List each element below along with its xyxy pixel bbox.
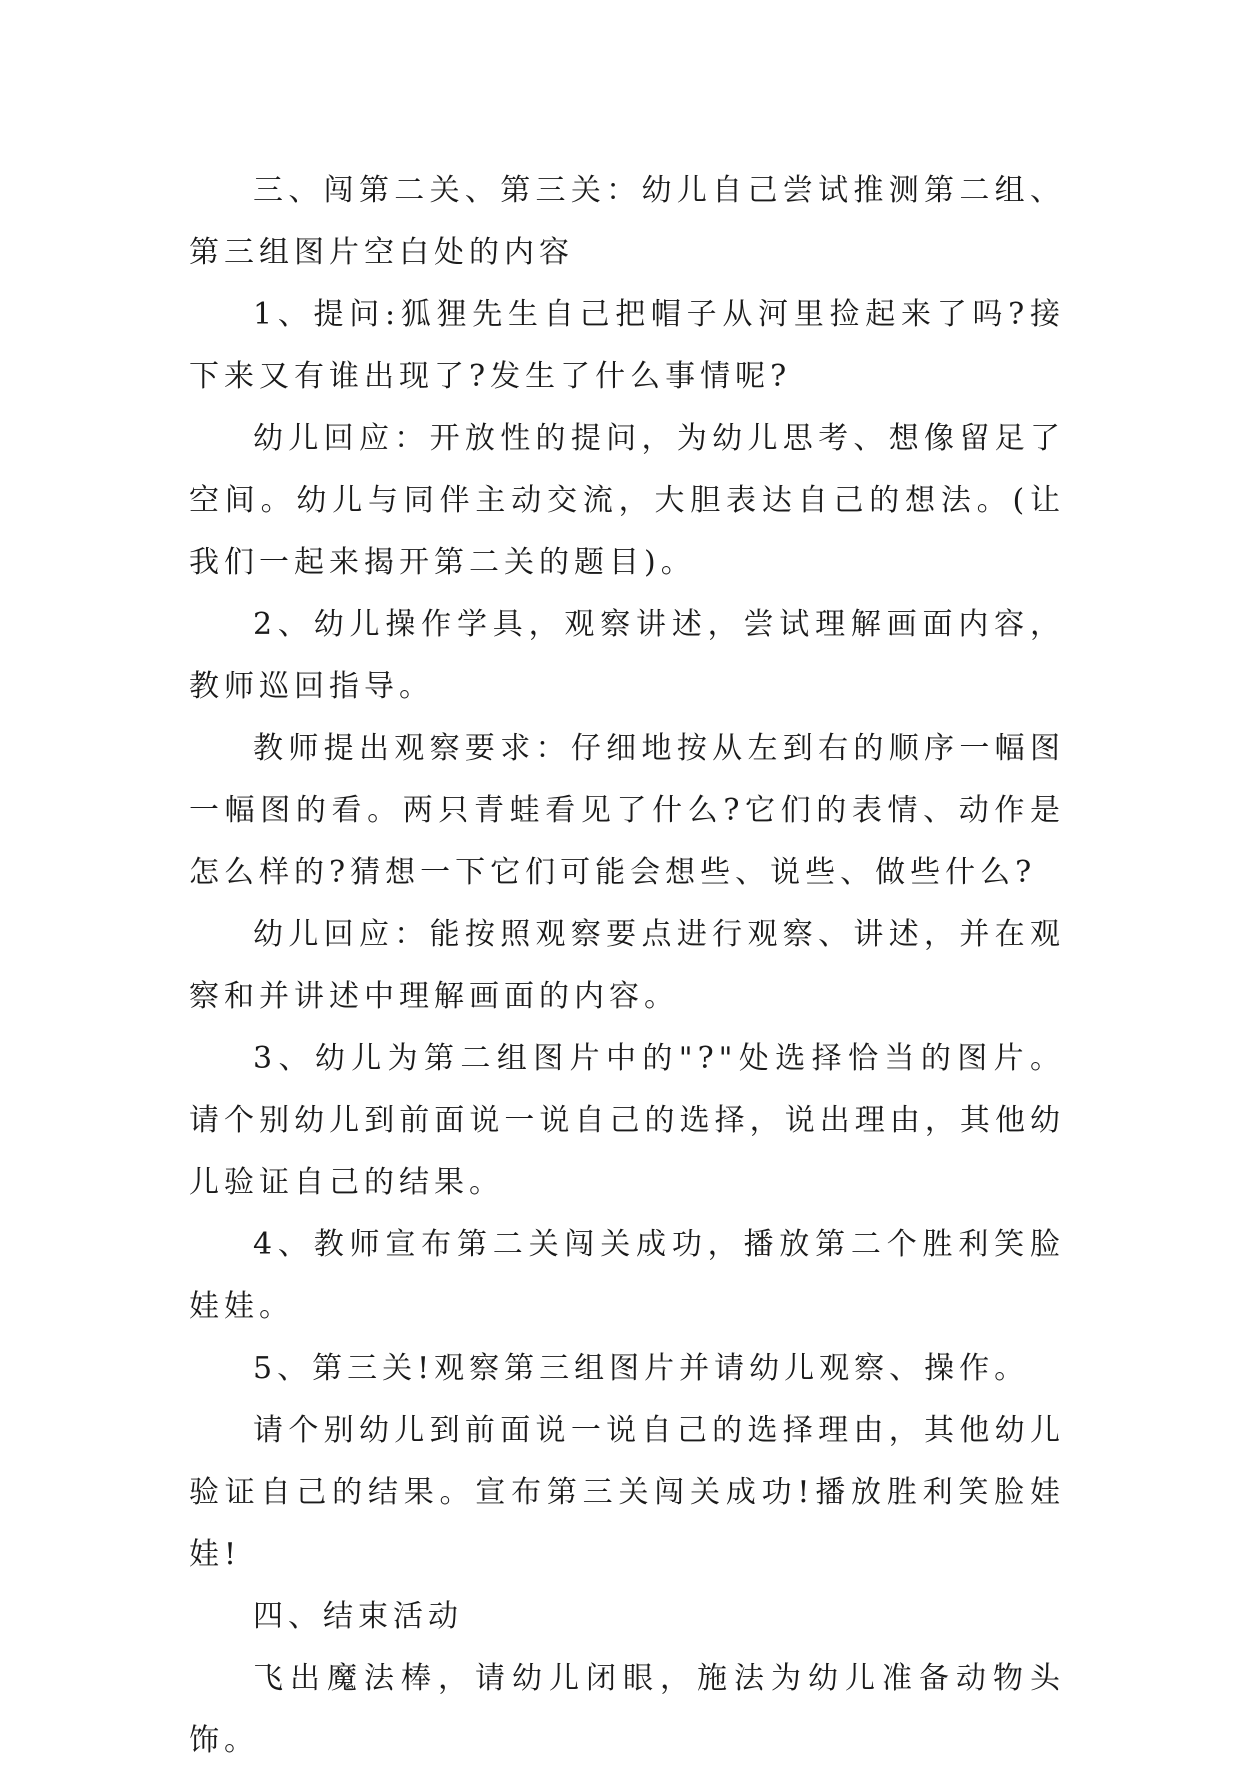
- paragraph-magic-wand: 飞出魔法棒，请幼儿闭眼，施法为幼儿准备动物头饰。: [189, 1661, 1065, 1758]
- paragraph-level-two-success: 4、教师宣布第二关闯关成功，播放第二个胜利笑脸娃娃。: [189, 1227, 1065, 1324]
- section-heading-four: 四、结束活动: [253, 1599, 463, 1634]
- paragraph-question: 1、提问:狐狸先生自己把帽子从河里捡起来了吗?接下来又有谁出现了?发生了什么事情呢?: [189, 297, 1065, 394]
- paragraph-choose-picture: 3、幼儿为第二组图片中的"?"处选择恰当的图片。请个别幼儿到前面说一说自己的选择，说出理由，其他幼儿验证自己的结果。: [189, 1041, 1065, 1200]
- paragraph-response-2: 幼儿回应：能按照观察要点进行观察、讲述，并在观察和并讲述中理解画面的内容。: [189, 917, 1065, 1014]
- paragraph-level-three-success: 请个别幼儿到前面说一说自己的选择理由，其他幼儿验证自己的结果。宣布第三关闯关成功!播放胜利笑脸娃娃!: [189, 1413, 1065, 1572]
- paragraph-level-three: 5、第三关!观察第三组图片并请幼儿观察、操作。: [253, 1351, 1030, 1386]
- paragraph-operate: 2、幼儿操作学具，观察讲述，尝试理解画面内容，教师巡回指导。: [189, 607, 1065, 704]
- document-body: [189, 160, 1065, 1772]
- paragraph-response-1: 幼儿回应：开放性的提问，为幼儿思考、想像留足了空间。幼儿与同伴主动交流，大胆表达自己的想法。(让我们一起来揭开第二关的题目)。: [189, 421, 1065, 580]
- paragraph-teacher-requirements: 教师提出观察要求：仔细地按从左到右的顺序一幅图一幅图的看。两只青蛙看见了什么?它们的表情、动作是怎么样的?猜想一下它们可能会想些、说些、做些什么?: [189, 731, 1065, 890]
- section-heading-three: 三、闯第二关、第三关：幼儿自己尝试推测第二组、第三组图片空白处的内容: [189, 173, 1065, 270]
